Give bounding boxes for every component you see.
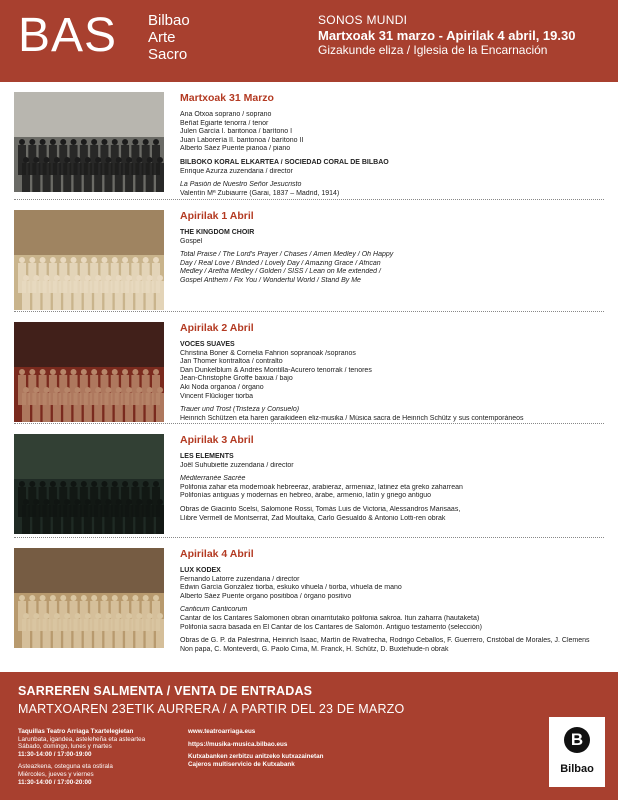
text-line: Miércoles, jueves y viernes: [18, 770, 94, 778]
text-line: Gospel Anthem / Fix You / Wonderful World / Stand By Me: [180, 276, 361, 284]
concert-entry: [14, 316, 604, 422]
text-line: Polifonia zahar eta modernoak hebreeraz, arabieraz, armeniaz, latinez eta greko zaharrean: [180, 483, 463, 491]
text-line: Gospel: [180, 237, 203, 245]
text-line: Dan Dunkelblum & Andrés Montilla-Acurero tenorrak / tenores: [180, 366, 372, 374]
header: [0, 0, 618, 82]
concert-entry: [14, 86, 604, 197]
bas-logo: BAS: [18, 9, 118, 62]
bas-sub-line: Arte: [148, 29, 176, 46]
text-line: Jean-Christophe Groffe baxua / bajo: [180, 375, 293, 383]
text-line: Total Praise / The Lord's Prayer / Chases / Amen Medley / Oh Happy: [180, 251, 394, 259]
online-sales-info: [188, 728, 388, 768]
bas-logo-subtitle: [148, 12, 190, 63]
event-dates: Martxoak 31 marzo - Apirilak 4 abril, 19.30: [318, 28, 576, 43]
lux-kodex-photo: [14, 548, 164, 648]
bilbao-logo-text: Bilbao: [560, 763, 594, 775]
concert-date: Apirilak 1 Abril: [180, 210, 254, 222]
text-line: Joël Suhubiette zuzendaria / director: [180, 461, 294, 469]
text-line: Larunbata, igandea, asteleheña eta asteartea: [18, 735, 146, 743]
text-line: Asteazkena, osteguna eta ostirala: [18, 763, 113, 771]
text-line: Valentín Mª Zubiaurre (Garai, 1837 – Madrid, 1914): [180, 189, 340, 197]
text-line: Heinrich Schützen eta haren garaikideen eliz-musika / Música sacra de Heinrich Schütz y sus contemporáneos: [180, 414, 524, 422]
text-line: LUX KODEX: [180, 567, 221, 574]
text-line: Alberto Sáez Puente organo positiboa / órgano positivo: [180, 592, 352, 600]
bas-sub-line: Sacro: [148, 46, 188, 63]
concert-entry: [14, 542, 604, 653]
text-line: BILBOKO KORAL ELKARTEA / SOCIEDAD CORAL DE BILBAO: [180, 158, 389, 166]
text-line: Kutxabanken zerbitzu anitzeko kutxazainetan: [188, 753, 324, 761]
text-line: La Pasión de Nuestro Señor Jesucristo: [180, 181, 302, 189]
bas-sub-line: Bilbao: [148, 12, 190, 29]
text-line: Juan Laborería II. baritonoa / barítono II: [180, 136, 304, 144]
text-line: 11:30-14:00 / 17:00-20:00: [18, 778, 92, 786]
event-name: SONOS MUNDI: [318, 13, 408, 27]
text-line: Taquillas Teatro Arriaga Txartelegietan: [18, 728, 134, 735]
text-line: Trauer und Trost (Tristeza y Consuelo): [180, 406, 300, 414]
text-line: 11:30-14:00 / 17:00-19:00: [18, 750, 92, 758]
text-line: Polifonías antiguas y modernas en hebreo, árabe, armenio, latín y griego antiguo: [180, 492, 431, 500]
text-line: LES ÉLÉMENTS: [180, 453, 234, 460]
text-line: www.teatroarriaga.eus: [188, 728, 256, 735]
text-line: Ana Otxoa soprano / soprano: [180, 111, 272, 118]
box-office-info: [18, 728, 188, 786]
text-line: Méditerranée Sacrée: [180, 475, 246, 483]
text-line: Jan Thomer kontraltoa / contralto: [180, 358, 283, 366]
text-line: Alberto Sáez Puente pianoa / piano: [180, 145, 291, 153]
text-line: Non papa, C. Monteverdi, G. Paolo Cima, M. Franck, H. Schütz, D. Buxtehude-n obrak: [180, 645, 449, 653]
concert-list: [0, 82, 618, 672]
text-line: Edwin García González tiorba, eskuko vihuela / tiorba, vihuela de mano: [180, 584, 402, 592]
text-line: Medley / Aretha Medley / Golden / SISS / Lean on Me extended /: [180, 268, 381, 276]
concert-date: Apirilak 2 Abril: [180, 322, 254, 334]
ticket-sale-date: MARTXOAREN 23ETIK AURRERA / A PARTIR DEL 23 DE MARZO: [18, 702, 405, 716]
event-title-block: [318, 13, 575, 58]
event-venue: Gizakunde eliza / Iglesia de la Encarnación: [318, 43, 548, 57]
ticket-sale-title: SARREREN SALMENTA / VENTA DE ENTRADAS: [18, 684, 313, 698]
text-line: Fernando Latorre zuzendaria / director: [180, 575, 300, 583]
concert-info: [180, 92, 604, 198]
choir-in-church-photo: [14, 92, 164, 192]
concert-info: [180, 434, 604, 523]
text-line: Polifonía sacra basada en El Cantar de los Cantares de Salomón. Antiguo testamento (selección): [180, 623, 482, 631]
text-line: Vincent Flückiger tiorba: [180, 392, 254, 400]
dotted-divider: [14, 199, 604, 200]
text-line: Enrique Azurza zuzendaria / director: [180, 167, 293, 175]
bilbao-city-logo: [549, 717, 605, 787]
les-elements-photo: [14, 434, 164, 534]
concert-date: Martxoak 31 Marzo: [180, 92, 274, 104]
gospel-choir-photo: [14, 210, 164, 310]
text-line: https://musika-musica.bilbao.eus: [188, 740, 288, 748]
text-line: VOCES SUAVES: [180, 341, 235, 348]
text-line: Llibre Vermell de Montserrat, Zad Moultaka, Carlo Gesualdo & Antonio Lotti-ren obrak: [180, 514, 446, 522]
concert-entry: [14, 204, 604, 304]
voces-suaves-photo: [14, 322, 164, 422]
text-line: Day / Real Love / Blinded / Lovely Day / Amazing Grace / African: [180, 259, 381, 267]
dotted-divider: [14, 311, 604, 312]
dotted-divider: [14, 537, 604, 538]
text-line: Obras de G. P. da Palestrina, Heinrich Isaac, Martín de Rivafrecha, Rodrigo Ceballos, F. Guerrero, Cristóbal de Morales, J. Clemens: [180, 637, 590, 645]
concert-entry: [14, 428, 604, 528]
bilbao-b-icon: B: [564, 727, 590, 753]
text-line: Sábado, domingo, lunes y martes: [18, 743, 112, 751]
text-line: Cantar de los Cantares Salomonen obran oinarritutako polifonia sakroa. Itun zaharra (hautaketa): [180, 614, 480, 622]
concert-info: [180, 322, 604, 423]
text-line: THE KINGDOM CHOIR: [180, 229, 255, 236]
dotted-divider: [14, 423, 604, 424]
text-line: Cajeros multiservicio de Kutxabank: [188, 760, 295, 768]
text-line: Aki Noda organoa / órgano: [180, 383, 264, 391]
concert-date: Apirilak 4 Abril: [180, 548, 254, 560]
text-line: Christina Boner & Cornelia Fahrion sopranoak /sopranos: [180, 349, 356, 357]
concert-info: [180, 210, 604, 286]
text-line: Beñat Egiarte tenorra / tenor: [180, 119, 269, 127]
footer: [0, 672, 618, 800]
concert-info: [180, 548, 604, 654]
text-line: Obras de Giacinto Scelsi, Salomone Rossi, Tomás Luis de Victoria, Alessandros Marisaas,: [180, 505, 461, 513]
concert-date: Apirilak 3 Abril: [180, 434, 254, 446]
text-line: Julen García I. baritonoa / barítono I: [180, 128, 293, 136]
text-line: Canticum Canticorum: [180, 606, 248, 614]
